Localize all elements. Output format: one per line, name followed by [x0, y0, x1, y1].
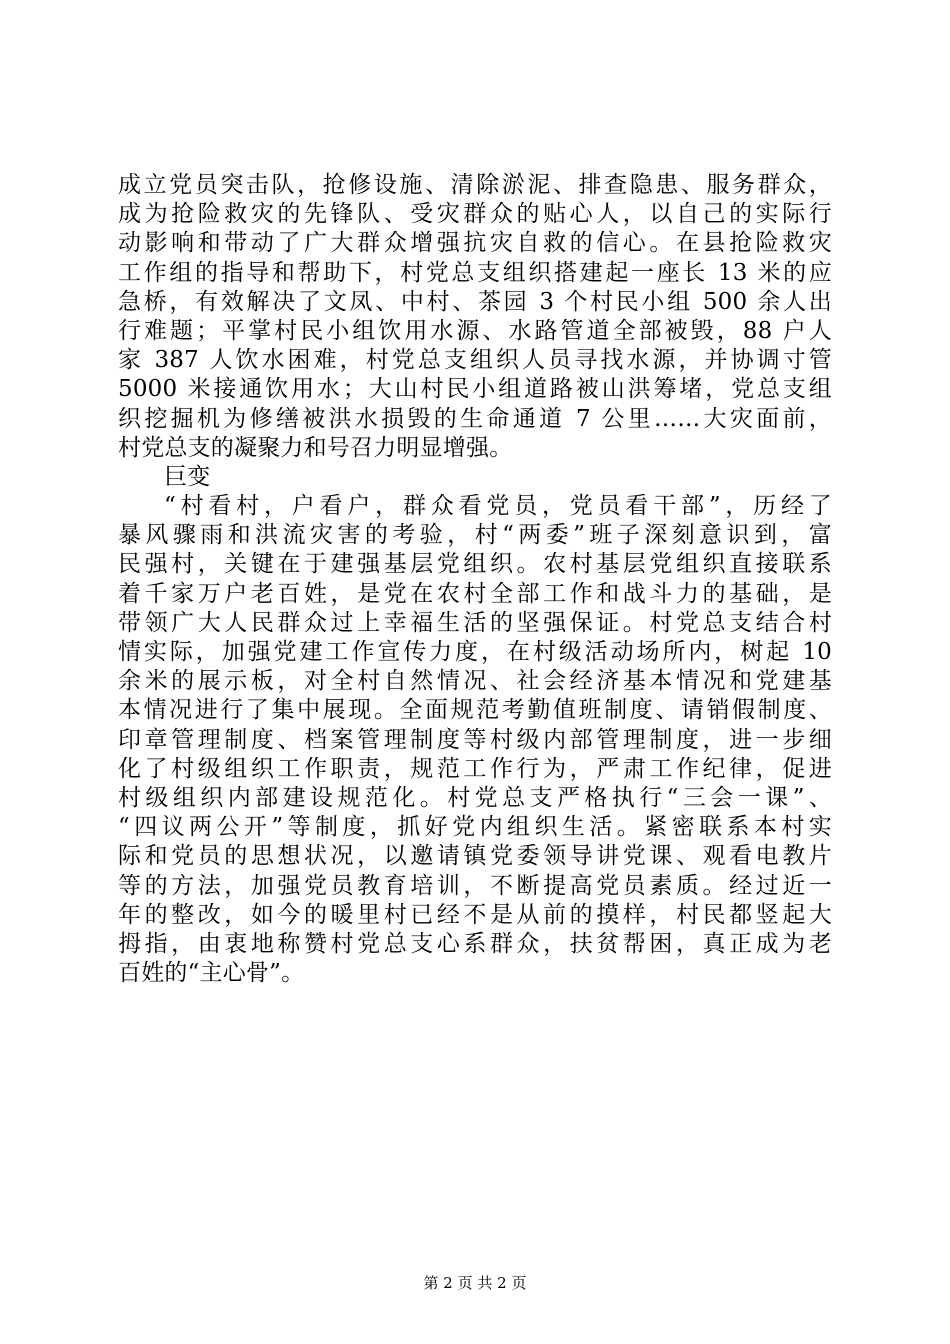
- text-line: 暴风骤雨和洪流灾害的考验，村“两委”班子深刻意识到，富: [118, 522, 832, 549]
- text-line: 本情况进行了集中展现。全面规范考勤值班制度、请销假制度、: [118, 697, 832, 724]
- text-line: 5000 米接通饮用水；大山村民小组道路被山洪筹堵，党总支组: [118, 376, 832, 403]
- text-line: “村看村，户看户，群众看党员，党员看干部”，历经了: [164, 493, 832, 520]
- text-line: 印章管理制度、档案管理制度等村级内部管理制度，进一步细: [118, 726, 832, 753]
- text-line: 成为抢险救灾的先锋队、受灾群众的贴心人，以自己的实际行: [118, 201, 832, 228]
- text-line: 拇指，由衷地称赞村党总支心系群众，扶贫帮困，真正成为老: [118, 930, 832, 957]
- text-line: 急桥，有效解决了文凤、中村、茶园 3 个村民小组 500 余人出: [118, 288, 832, 315]
- body-text: [118, 171, 832, 988]
- text-line: 际和党员的思想状况，以邀请镇党委领导讲党课、观看电教片: [118, 843, 832, 870]
- text-line: 成立党员突击队，抢修设施、清除淤泥、排查隐患、服务群众，: [118, 172, 832, 198]
- text-line: 村党总支的凝聚力和号召力明显增强。: [118, 434, 513, 461]
- text-line: 带领广大人民群众过上幸福生活的坚强保证。村党总支结合村: [118, 609, 832, 636]
- text-line: 年的整改，如今的暖里村已经不是从前的摸样，村民都竖起大: [118, 901, 832, 928]
- text-line: 村级组织内部建设规范化。村党总支严格执行“三会一课”、: [118, 784, 832, 811]
- text-line: 动影响和带动了广大群众增强抗灾自救的信心。在县抢险救灾: [118, 230, 832, 257]
- page-footer: 第 2 页 共 2 页: [423, 1274, 527, 1292]
- text-line: 行难题；平掌村民小组饮用水源、水路管道全部被毁，88 户人: [118, 317, 832, 344]
- text-line: 家 387 人饮水困难，村党总支组织人员寻找水源，并协调寸管: [118, 347, 832, 374]
- text-line: 织挖掘机为修缮被洪水损毁的生命通道 7 公里……大灾面前，: [118, 405, 832, 432]
- text-line: 着千家万户老百姓，是党在农村全部工作和战斗力的基础，是: [118, 580, 832, 607]
- text-line: “四议两公开”等制度，抓好党内组织生活。紧密联系本村实: [118, 814, 832, 841]
- section-heading: 巨变: [164, 463, 211, 490]
- paragraph-2: [118, 492, 832, 988]
- text-line: 等的方法，加强党员教育培训，不断提高党员素质。经过近一: [118, 872, 832, 899]
- text-line: 民强村，关键在于建强基层党组织。农村基层党组织直接联系: [118, 551, 832, 578]
- text-line: 工作组的指导和帮助下，村党总支组织搭建起一座长 13 米的应: [118, 259, 832, 286]
- text-line: 余米的展示板，对全村自然情况、社会经济基本情况和党建基: [118, 668, 832, 695]
- text-line: 情实际，加强党建工作宣传力度，在村级活动场所内，树起 10: [118, 639, 832, 665]
- paragraph-1: [118, 171, 832, 463]
- text-line: 化了村级组织工作职责，规范工作行为，严肃工作纪律，促进: [118, 755, 832, 782]
- text-line: 百姓的“主心骨”。: [118, 960, 305, 987]
